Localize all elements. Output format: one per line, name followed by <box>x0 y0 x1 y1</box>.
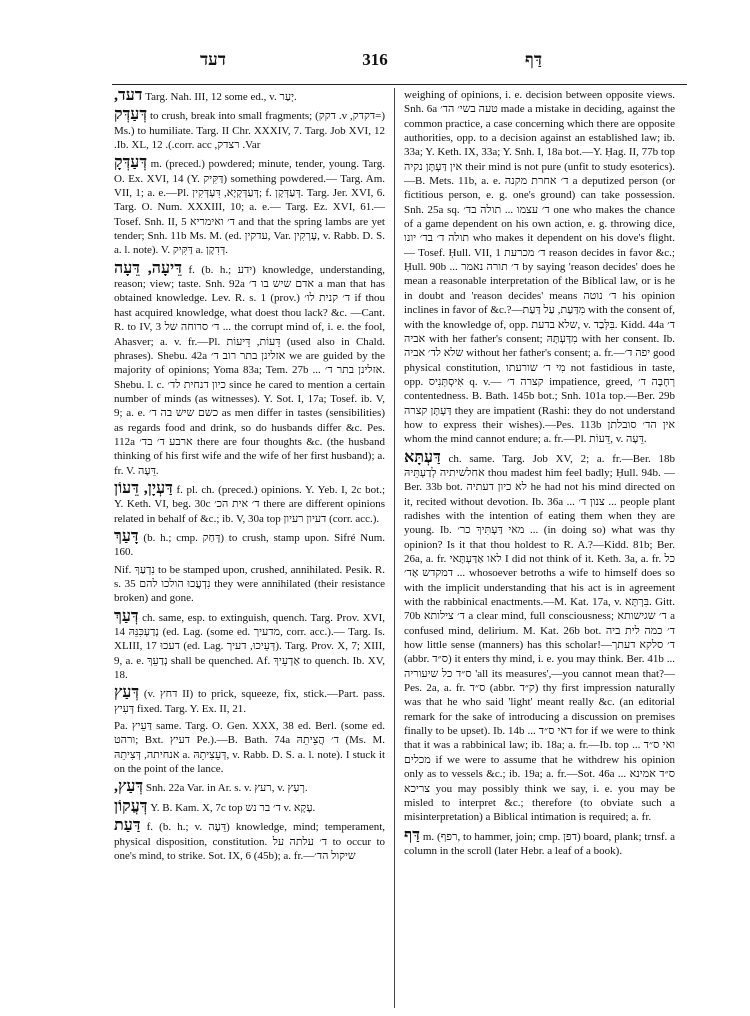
entry-text: Y. B. Kam. X, 7c top ד׳ בר נש v. עָקָא. <box>150 801 316 814</box>
entry-text: ch. same. Targ. Job XV, 2; a. fr.—Ber. 18b אחלשיתיה לְדַעְתֵּיהּ thou madest him feel badly; Ḥull. 94b. —Ber. 33b bot. לא כיון דעתיה he had not his mind directed on it, recited without devotion. Ib. 36a ... צנון ד׳ ... people plant radishes with the intention of eating them when they are young. Ib. מאי דַּעְתִּיךְ כר׳ ... (in doing so) what was thy opinion? Is it that thou holdest to R. A.?—Kidd. 81b; Ber. 26a, a. fr. לאו אַדַּעְתָּאי I did not think of it. Keth. 3a, a. fr. כל דמקדש אַד׳ ... whosoever betroths a wife to himself does so with the implicit understanding that his act is in agreement with the rabbinical enactments.—M. Kat. 17a, v. בִּרְתָּא. Gitt. 70b ד׳ צילותא a clear mind, full consciousness; ד׳ שגישותא a confused mind, delirium. M. Kat. 26b bot. ד׳ כמה לית ביה how little sense (manners) has this scholar!—ד׳ סלקא דעתך (abbr. ס״ד) it enters thy mind, i. e. you may think. Ber. 41b ... ס״ד כל שיעוריה 'all its measures',—you cannot mean that?—Pes. 2a, a. fr. ס״ד (abbr. ק״ד) thy first impression naturally was that he who said 'light' meant really &c. (an editorial remark for the sake of introducing a discussion on premises finally to be upset). Ib. 14b ... דאי ס״ד for if we were to think that it was a rabbinical law; ib. 18a; a. fr.—Ib. top ואי ס״ד ... מכלים if we were to assume that he withdrew his opinion only as to vessels &c.; ib. 19a; a. fr.—Sot. 46a ס״ד אמינא ... צריכא you may possibly think we say, i. e. you may be misled to interpret &c.; therefore (to obviate such a misinterpretation) a Biblical intimation is required; a. fr. <box>404 452 675 824</box>
entry-text: Pa. דַּעֵיץ same. Targ. O. Gen. XXX, 38 ed. Berl. (some ed. ורהט; Bxt. דעיץ Pe.).—B. Bath. 74a ד׳ הֲצֵיתֵהּ (Ms. M. אנחיתה, דְּצִיתֵהּ a. דְּעֵצִיתֵהּ, v. Rabb. D. S. a. l. note). I stuck it on the point of the lance. <box>114 720 385 776</box>
entry-headword: דֵּיעָה, דֵּעָה <box>114 259 182 277</box>
entry-text: ch. same, esp. to extinguish, quench. Targ. Prov. XVI, 14 נְדַעְכִּנֵּהּ (ed. Lag. (some ed. מדעיך, corr. acc.).— Targ. Is. XLIII, 17 דעכוּ (ed. Lag. דְּעֵיכוּ, דעיך). Targ. Prov. X, 7; XIII, 9, a. e. נְדַעֵךְ shall be quenched. Af. אַדְעֵיךְ to quench. Ib. XV, 18. <box>114 611 385 682</box>
entry-text: (v. דחץ II) to prick, squeeze, fix, stick.—Part. pass. דְּעִיץ fixed. Targ. Y. Ex. II, 21. <box>114 688 385 715</box>
dictionary-entry <box>114 719 385 776</box>
dictionary-entry <box>404 450 675 825</box>
dictionary-entry <box>114 818 385 863</box>
entry-headword: דְּעַץ, <box>114 778 144 796</box>
column-divider <box>394 88 395 1008</box>
dictionary-entry <box>114 155 385 257</box>
dictionary-entry <box>114 88 385 104</box>
entry-text: f. (b. h.; v. דֵּעָה) knowledge, mind; temperament, physical disposition, constitution. ד׳ עלתה על to occur to one's mind, to strike. Sot. IX, 6 (45b); a. fr.—שיקול הד׳ <box>114 821 385 862</box>
header-right-catchword: דַּף <box>525 50 542 70</box>
dictionary-entry <box>114 481 385 526</box>
entry-headword: דַּעְתָּא <box>404 448 441 466</box>
entry-headword: דְּעֲקוֹן <box>114 797 148 815</box>
entry-text: Targ. Nah. III, 12 some ed., v. יְעַר. <box>145 91 297 103</box>
dictionary-entry <box>114 107 385 152</box>
dictionary-entry <box>114 529 385 560</box>
page-number: 316 <box>362 50 388 69</box>
entry-text: weighing of opinions, i. e. decision between opposite views. Snh. 6a טעה בשי׳ הד׳ made a mistake in deciding, against the common practice, a case concerning which there are opposite authorities, opp. to a decision against an established law; ib. 33a; Y. Keth. IX, 33a; Y. Snh. I, 18a bot.—Y. Ḥag. II, 77b top אין דַּעְתָּן נקיה their mind is not pure (unfit to study esoterics).—B. Mets. 11b, a. e. ד׳ אחרת מקנה a deputized person (or fictitious person, e. g. one's ground) can take possession. Snh. 25a sq. ד׳ עצמו ... תולה בד׳ one who makes the chance of a game dependent on his own action, e. g. throwing dice, תולה ד׳ בד׳ יונו who makes it dependent on his dove's flight.— Tosef. Ḥull. VII, 1 ד׳ מכרעת reason decides in favor &c.; Ḥull. 90b ... ד׳ תורה נאמר by saying 'reason decides' does he mean a reasonable interpretation of the Biblical law, or is he in doubt and 'reason decides' means ד׳ נוטה his opinion inclines in favor of &c.?—מִדַּעַת, עַל דַּעַת with the consent of, with the knowledge of, opp. שלא בדעת, v. בִּלְּבַד. Kidd. 44a ד׳ אביה with her father's consent; מִדַּעְתָּהּ with her consent. Ib. שלא לד׳ אביה without her father's consent; a. fr.—יפה ד׳ good physical constitution, מִי ד׳ שורעתו not fastidious in taste, opp. אִיסְתְּנִיס q. v.— קצרה ד׳ impatience, greed, רְחָבָה ד׳ contentedness. B. Bath. 145b bot.; Snh. 101a top.—Ber. 29b דַּעְתָּן קצרה they are impatient (Rashi: they do not understand how to express their wishes).—Pes. 113b אין הד׳ סובלתן whom the mind cannot endure; a. fr.—Pl. דֵּעוֹת, v. דֵּעָה. <box>404 89 675 446</box>
right-column <box>404 88 675 1008</box>
entry-text: m. (preced.) powdered; minute, tender, young. Targ. O. Ex. XVI, 14 (Y. דַּקִּיק) something powdered.— Targ. Am. VII, 1; a. e.—Pl. דְּעַדְּקָיָא, דִּעְדְּקִין; f. דְּעַדְּקָן. Targ. Jer. XVI, 6. Targ. O. Num. XXXIII, 10; a. e.— Targ. Ez. XVI, 61.—Tosef. Snh. II, 5 ד׳ ואימריא and that the spring lambs are yet tender; Snh. 11b Ms. M. (ed. עדקין, Var. עָרְקִין, v. Rabb. D. S. a. l. note). V. דַּקִּיק a. דְּדִקָן. <box>114 158 385 257</box>
dictionary-entry <box>404 828 675 859</box>
page-header <box>0 50 750 72</box>
dictionary-entry <box>114 261 385 478</box>
dictionary-entry <box>114 799 385 815</box>
left-column <box>114 88 385 1008</box>
entry-headword: דְּעַךְ <box>114 607 139 625</box>
dictionary-entry <box>114 563 385 606</box>
header-left-catchword: דעד <box>200 50 226 70</box>
entry-text: (=דקדק, v. דקק) to crush, break into small fragments; to humiliate. Targ. II Chr. XXXIV, 7. Targ. Job XVI, 12 (Ms. Var. רצדק, corr. acc.). Ib. XL, 12. <box>114 110 385 152</box>
dictionary-entry <box>114 609 385 683</box>
header-rule <box>112 84 687 85</box>
entry-headword: דעד, <box>114 88 143 104</box>
entry-headword: דְּעַדְּקָ <box>114 154 148 172</box>
entry-text: Snh. 22a Var. in Ar. s. v. רעץ, v. רְעַץ. <box>145 782 308 795</box>
dictionary-entry <box>404 88 675 447</box>
entry-text: f. pl. ch. (preced.) opinions. Y. Yeb. I, 2c bot.; Y. Keth. VI, beg. 30c ד׳ אית הכ׳ there are different opinions related in behalf of &c.; ib. V, 30a top דעיון רעיון (corr. acc.). <box>114 483 385 525</box>
entry-headword: דַּעְיָן, דֵּעוֹן <box>114 479 173 497</box>
entry-headword: דַּף <box>404 826 420 844</box>
entry-headword: דְּעַץ <box>114 684 140 702</box>
entry-headword: דָּעַךְ <box>114 527 139 545</box>
dictionary-entry <box>114 779 385 795</box>
entry-text: (b. h.; cmp. דָּחַק) to crush, stamp upon. Sifré Num. 160. <box>114 531 385 559</box>
entry-text: f. (b. h.; ידע) knowledge, understanding, reason; view; taste. Snh. 92a אדם שיש בו ד׳ a man that has obtained knowledge. Lev. R. s. 1 (prov.) ד׳ קנית לו׳ if thou hast acquired knowledge, what doest thou lack? &c. —Cant. R. to IV, 3 ד׳ סרוחה של ... the corrupt mind of, i. e. the fool, Ahasver; a. v. fr.—Pl. דֵּעוֹת, דֵּיעוֹת (used also in Chald. phrases). Shebu. 42a אזלינן בתר רוב ד׳ we are guided by the majority of opinions; Yoma 83a; Tem. 27b ... אזלינן בתר ד׳. Shebu. l. c. כיון דנחית לד׳ since he cared to mention a certain number of minds (as witnesses). Y. Sot. I, 17a; Tosef. ib. V, 9; a. e. כשם שיש בה ד׳ as men differ in tastes (sensibilities) as regards food and drink, so do husbands differ &c. Pes. 112a ארבע ד׳ בד׳ there are four thoughts &c. (the husband thinking of his first wife and the wife of her first husband); a. fr. V. דֵּעָה. <box>114 263 385 477</box>
entry-headword: דַּעַת <box>114 817 141 835</box>
entry-headword: דְּעַדְּק <box>114 106 148 124</box>
entry-text: Nif. נִדְעַךְ to be stamped upon, crushed, annihilated. Pesik. R. s. 35 נִדְעֲכוּ הולכו להם they were annihilated (their resistance broken) and gone. <box>114 563 385 605</box>
entry-text: m. (רפף, to hammer, join; cmp. דפן) board, plank; trnsf. a column in the scroll (later Hebr. a leaf of a book). <box>404 830 675 857</box>
dictionary-entry <box>114 685 385 716</box>
